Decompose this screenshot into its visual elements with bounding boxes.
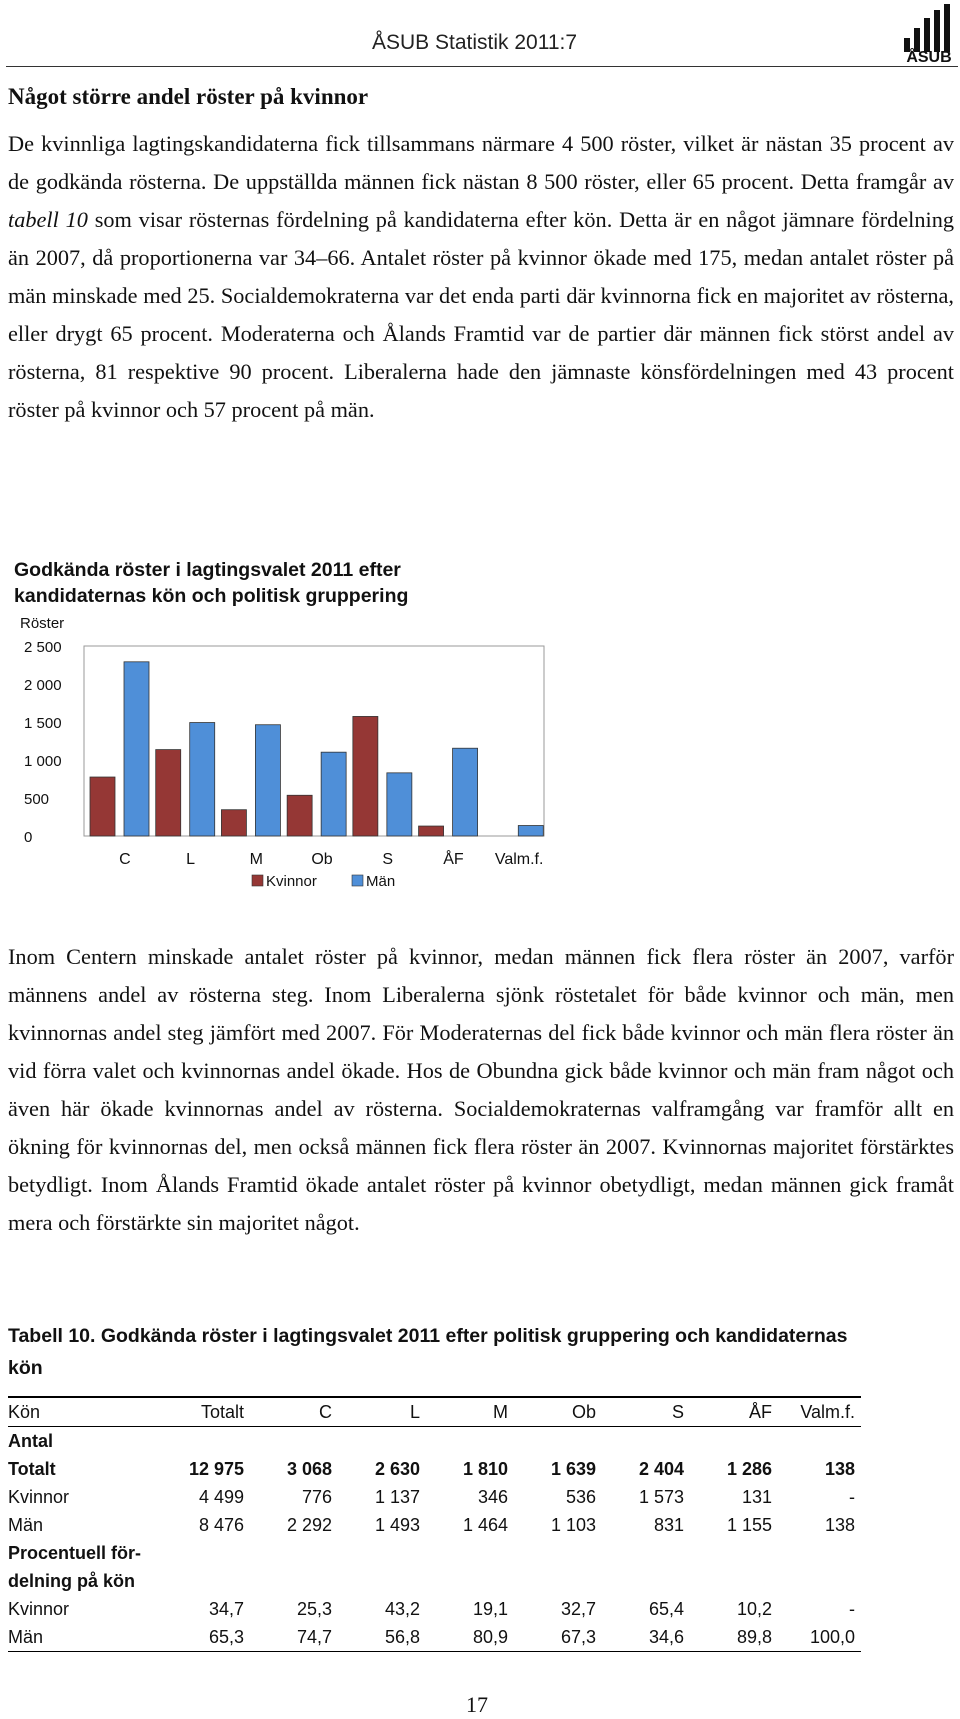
x-tick-label: L [186, 851, 196, 868]
header-cell: Ob [571, 1401, 596, 1422]
bar-kvinnor-c [90, 777, 115, 836]
legend-swatch-kvinnor [252, 875, 263, 886]
legend-label-kvinnor: Kvinnor [266, 873, 317, 890]
table-cell: 74,7 [296, 1626, 332, 1647]
y-tick-label: 2 500 [24, 639, 62, 656]
table-cell: 10,2 [736, 1598, 772, 1619]
table-cell: 2 630 [374, 1458, 420, 1479]
table-cell: 19,1 [472, 1598, 508, 1619]
y-tick-label: 0 [24, 829, 33, 846]
table-cell: 131 [741, 1486, 772, 1507]
table-cell: 4 499 [198, 1486, 244, 1507]
row-label: Män [8, 1514, 44, 1535]
table-cell: 2 292 [286, 1514, 332, 1535]
table-cell: 1 493 [374, 1514, 420, 1535]
header-cell: ÅF [748, 1401, 772, 1422]
table-cell: 2 404 [638, 1458, 684, 1479]
table-cell: 3 068 [286, 1458, 332, 1479]
section-label-line: Procentuell för- [8, 1543, 142, 1563]
table-cell: 536 [565, 1486, 596, 1507]
bar-kvinnor-ob [287, 795, 312, 836]
table-cell: 1 810 [462, 1458, 508, 1479]
x-tick-label: C [119, 851, 131, 868]
table-cell: 100,0 [809, 1626, 855, 1647]
table-cell: 1 155 [726, 1514, 772, 1535]
table-cell: 346 [477, 1486, 508, 1507]
bar-män-ob [321, 752, 346, 836]
table-cell: 32,7 [560, 1598, 596, 1619]
table-title: Tabell 10. Godkända röster i lagtingsvalet 2011 efter politisk gruppering och kandidaternas kön [8, 1325, 848, 1379]
header-cell: M [493, 1401, 508, 1422]
table-header-row [8, 1397, 861, 1427]
section-label-line: delning på kön [8, 1571, 136, 1591]
row-label: Kvinnor [8, 1486, 70, 1507]
y-tick-label: 1 000 [24, 753, 62, 770]
table-cell: - [849, 1598, 855, 1619]
section-label: Antal [8, 1430, 53, 1451]
asub-logo [900, 2, 958, 64]
section-label [8, 1539, 861, 1595]
paragraph-text: som visar rösternas fördelning på kandidaterna efter kön. Detta är en något jämnare fördelning än 2007, då proportionerna var 34–66. Antalet röster på kvinnor ökade med 175, medan antalet röster på män minskade med 25. Socialdemokraterna var det enda parti där kvinnorna fick en majoritet av rösterna, eller drygt 65 procent. Moderaterna och Ålands Framtid var de partier där männen fick störst andel av rösterna, 81 respektive 90 procent. Liberalerna hade den jämnaste könsfördelningen med 43 procent röster på kvinnor och 57 procent på män. [8, 207, 954, 422]
bar-kvinnor-m [221, 810, 246, 836]
y-tick-label: 1 500 [24, 715, 62, 732]
table-cell: 67,3 [560, 1626, 596, 1647]
report-series-title: ÅSUB Statistik 2011:7 [372, 31, 578, 54]
x-tick-label: ÅF [443, 851, 464, 868]
table-cell: 8 476 [198, 1514, 244, 1535]
x-tick-label: Valm.f. [494, 851, 544, 868]
x-tick-label: M [249, 851, 263, 868]
table-cell: 1 137 [374, 1486, 420, 1507]
table-row [8, 1595, 861, 1623]
table-cell: 831 [653, 1514, 684, 1535]
legend-swatch-män [352, 875, 363, 886]
chart-title: Godkända röster i lagtingsvalet 2011 efter kandidaternas kön och politisk gruppering [14, 559, 409, 607]
section-heading: Något större andel röster på kvinnor [8, 84, 369, 109]
votes-bar-chart [0, 610, 600, 900]
bar-män-l [190, 723, 215, 836]
legend-label-män: Män [366, 873, 396, 890]
table-cell: 138 [824, 1458, 855, 1479]
page-number: 17 [466, 1692, 488, 1717]
section-row [8, 1539, 861, 1595]
bar-kvinnor-l [156, 750, 181, 836]
bar-män-m [255, 725, 280, 836]
header-cell: Valm.f. [800, 1401, 855, 1422]
table-cell: 25,3 [296, 1598, 332, 1619]
header-cell: Kön [8, 1401, 41, 1422]
table-cell: 80,9 [472, 1626, 508, 1647]
header-cell: C [319, 1401, 332, 1422]
header-cell: S [671, 1401, 684, 1422]
table-reference: tabell 10 [8, 207, 88, 232]
bar-män-c [124, 662, 149, 836]
table-cell: 65,3 [208, 1626, 244, 1647]
table-cell: 56,8 [384, 1626, 420, 1647]
row-label: Kvinnor [8, 1598, 70, 1619]
y-tick-label: 500 [24, 791, 50, 808]
table-cell: 89,8 [736, 1626, 772, 1647]
table-row [8, 1455, 861, 1483]
row-label: Män [8, 1626, 44, 1647]
table-cell: 1 286 [726, 1458, 772, 1479]
table-cell: 12 975 [188, 1458, 244, 1479]
votes-table [8, 1396, 861, 1652]
table-cell: 138 [824, 1514, 855, 1535]
header-cell: L [409, 1401, 420, 1422]
table-cell: 1 464 [462, 1514, 508, 1535]
table-cell: 1 573 [638, 1486, 684, 1507]
bar-män-valm.f. [518, 826, 543, 836]
header-divider [6, 66, 958, 67]
y-tick-label: 2 000 [24, 677, 62, 694]
table-cell: 1 103 [550, 1514, 596, 1535]
table-cell: - [849, 1486, 855, 1507]
body-paragraph [8, 125, 954, 429]
x-tick-label: Ob [311, 851, 333, 868]
bar-män-s [387, 773, 412, 836]
table-cell: 1 639 [550, 1458, 596, 1479]
table-cell: 34,6 [648, 1626, 684, 1647]
y-axis-label: Röster [20, 615, 65, 632]
table-cell: 65,4 [648, 1598, 684, 1619]
x-tick-label: S [382, 851, 394, 868]
header-cell: Totalt [200, 1401, 244, 1422]
row-label: Totalt [8, 1458, 56, 1479]
table-row [8, 1511, 861, 1539]
bar-kvinnor-åf [419, 826, 444, 836]
paragraph-text: De kvinnliga lagtingskandidaterna fick tillsammans närmare 4 500 röster, vilket är nästan 35 procent av de godkända rösterna. De uppställda männen fick nästan 8 500 röster, eller 65 procent. Detta framgår av [8, 131, 954, 194]
table-cell: 776 [301, 1486, 332, 1507]
table-row [8, 1483, 861, 1511]
body-paragraph-2: Inom Centern minskade antalet röster på kvinnor, medan männen fick flera röster än 2007, varför männens andel av rösterna steg. Inom Liberalerna sjönk röstetalet för både kvinnor och män, men kvinnornas andel steg jämfört med 2007. För Moderaternas del fick både kvinnor och män flera röster än vid förra valet och kvinnornas andel ökade. Hos de Obundna gick både kvinnor och män fram något och även här ökade kvinnornas andel av rösterna. Socialdemokraternas valframgång var framför allt en ökning för kvinnornas del, men också männen fick flera röster än 2007. Kvinnornas majoritet förstärktes betydligt. Inom Ålands Framtid ökade antalet röster på kvinnor obetydligt, medan männen gick framåt mera och förstärkte sin majoritet något. [8, 944, 954, 1235]
section-row [8, 1427, 861, 1456]
table-row [8, 1623, 861, 1652]
table-cell: 43,2 [384, 1598, 420, 1619]
bar-kvinnor-s [353, 716, 378, 836]
table-cell: 34,7 [208, 1598, 244, 1619]
bar-män-åf [453, 748, 478, 836]
logo-text: ÅSUB [906, 49, 952, 64]
